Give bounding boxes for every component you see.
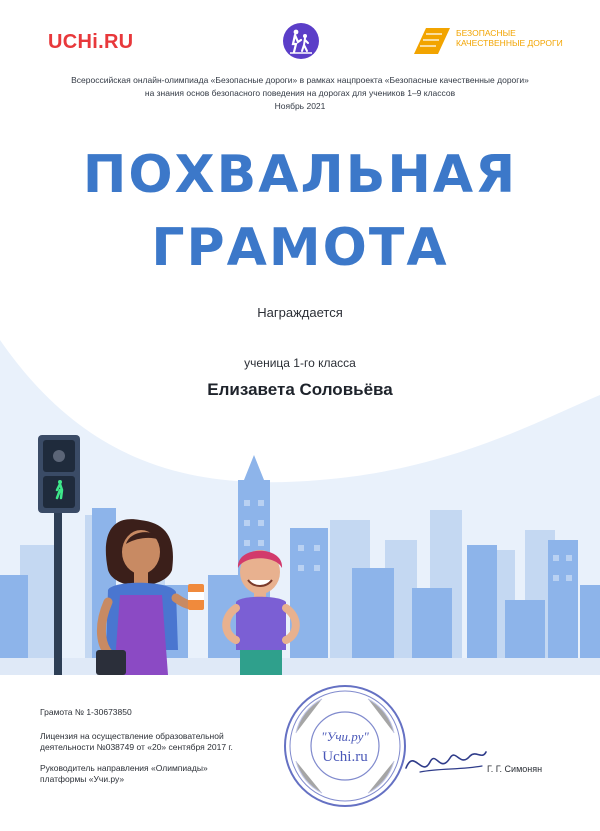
license-line1: Лицензия на осуществление образовательной [40, 731, 224, 741]
student-name: Елизавета Соловьёва [207, 380, 393, 399]
safe-quality-roads-logo [412, 26, 562, 58]
certificate-title-line2: ГРАМОТА [151, 218, 449, 278]
stamp-line2: Uchi.ru [322, 749, 368, 765]
certificate-title-line1: ПОХВАЛЬНАЯ [82, 145, 518, 205]
head-of-department [40, 763, 208, 785]
signer-name: Г. Г. Симонян [487, 764, 543, 774]
head-line2: платформы «Учи.ру» [40, 774, 125, 784]
certificate-number: Грамота № 1-30673850 [40, 707, 132, 717]
stamp-line1: "Учи.ру" [321, 729, 369, 744]
uchi-ru-logo: UCHi.RU [48, 31, 134, 53]
roads-logo-line2: КАЧЕСТВЕННЫЕ ДОРОГИ [456, 38, 563, 48]
student-grade: ученица 1-го класса [244, 356, 356, 370]
road-logo-icon [412, 26, 452, 56]
license-line2: деятельности №038749 от «20» сентября 2017 г. [40, 742, 233, 752]
head-line1: Руководитель направления «Олимпиады» [40, 763, 208, 773]
description-line1: Всероссийская онлайн-олимпиада «Безопасные дороги» в рамках нацпроекта «Безопасные качественные дороги» [71, 75, 529, 85]
description-date: Ноябрь 2021 [274, 101, 326, 111]
awarded-label: Награждается [257, 305, 343, 320]
roads-logo-line1: БЕЗОПАСНЫЕ [456, 28, 516, 38]
official-stamp [282, 683, 408, 809]
olympiad-description [0, 74, 600, 113]
license-info [40, 731, 233, 753]
safe-roads-emblem-icon [282, 22, 320, 60]
description-line2: на знания основ безопасного поведения на дорогах для учеников 1–9 классов [144, 88, 456, 98]
handwritten-signature [400, 738, 490, 784]
